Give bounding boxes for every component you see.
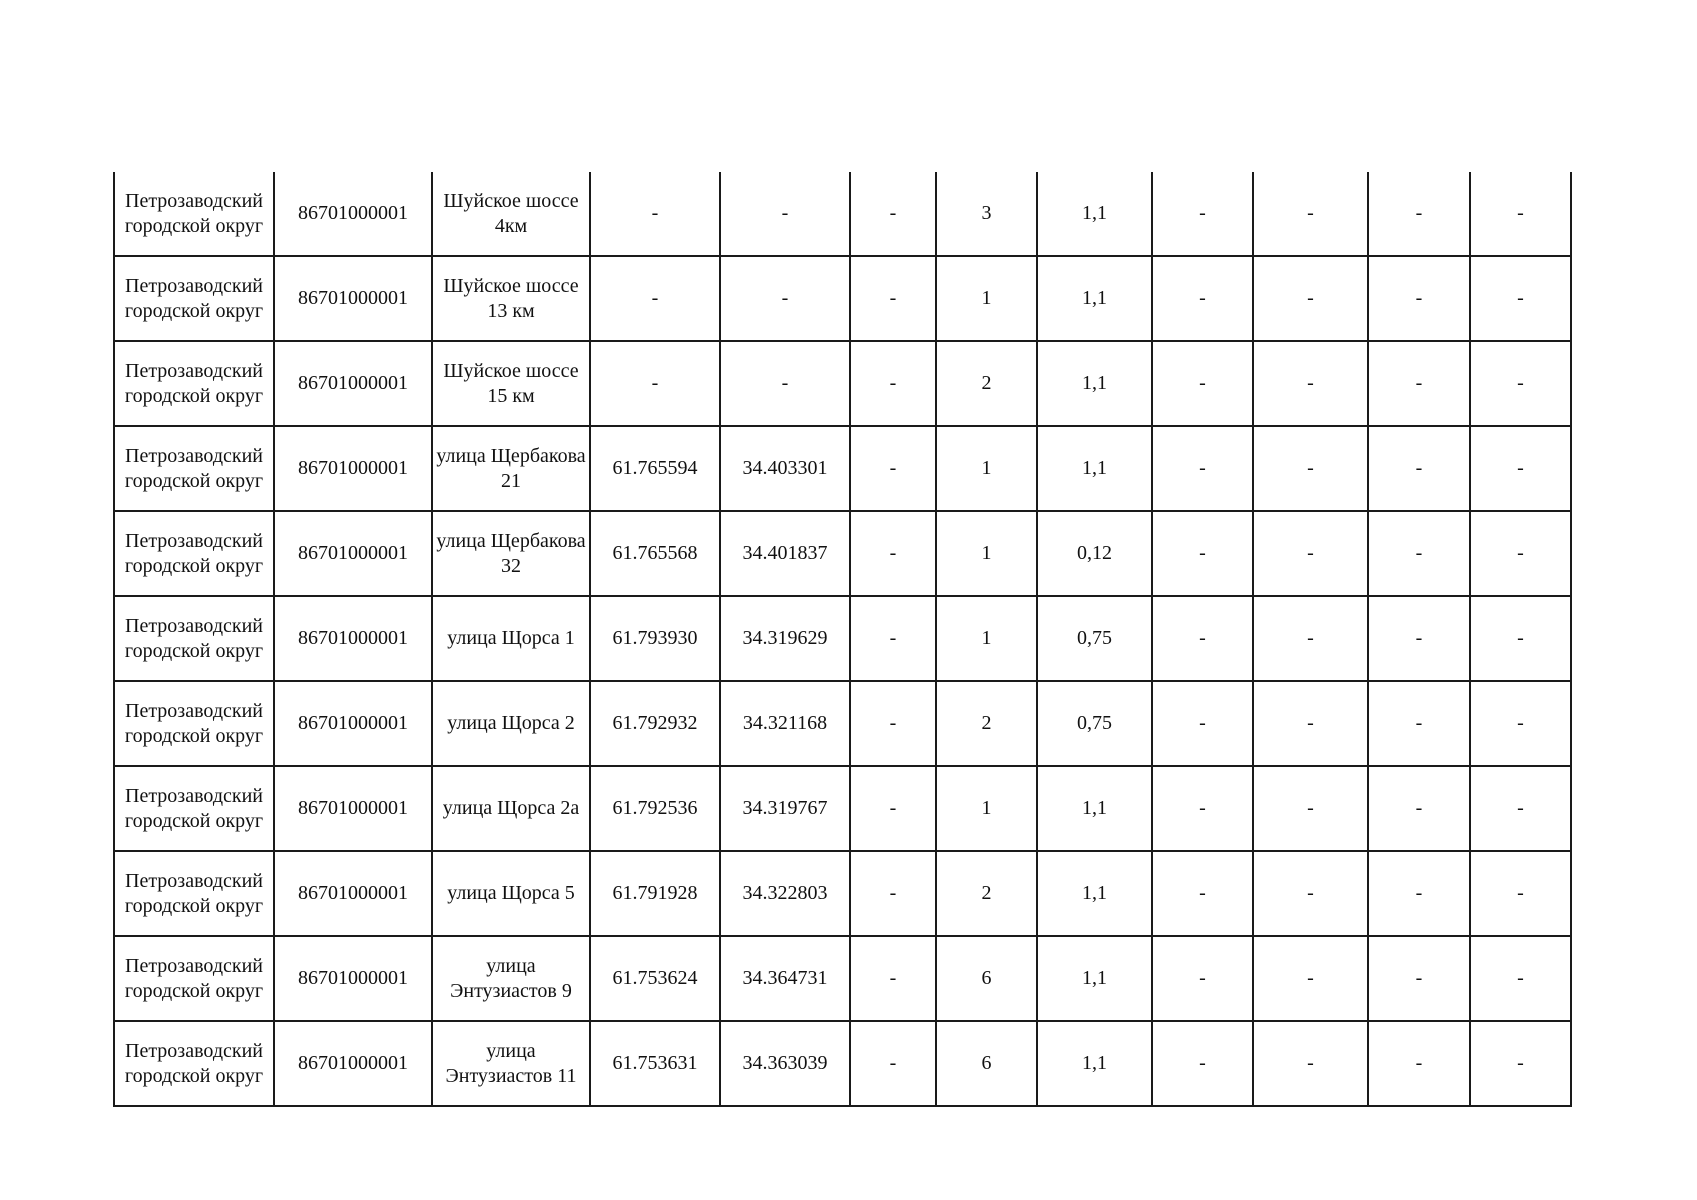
- municipality-cell: Петрозаводский городской округ: [114, 256, 274, 341]
- table-row: [114, 511, 1571, 596]
- address-cell: улица Энтузиастов 11: [432, 1021, 590, 1106]
- column-9-cell: -: [1152, 596, 1253, 681]
- longitude-cell: 34.363039: [720, 1021, 850, 1106]
- municipality-cell: Петрозаводский городской округ: [114, 172, 274, 256]
- oktmo-code-cell: 86701000001: [274, 766, 432, 851]
- column-9-cell: -: [1152, 1021, 1253, 1106]
- column-10-cell: -: [1253, 681, 1368, 766]
- column-9-cell: -: [1152, 426, 1253, 511]
- latitude-cell: 61.793930: [590, 596, 720, 681]
- container-volume-cell: 1,1: [1037, 766, 1152, 851]
- column-11-cell: -: [1368, 936, 1470, 1021]
- address-cell: улица Щорса 5: [432, 851, 590, 936]
- address-cell: улица Щорса 1: [432, 596, 590, 681]
- oktmo-code-cell: 86701000001: [274, 172, 432, 256]
- latitude-cell: -: [590, 341, 720, 426]
- longitude-cell: 34.319629: [720, 596, 850, 681]
- column-11-cell: -: [1368, 172, 1470, 256]
- container-count-cell: 1: [936, 426, 1037, 511]
- oktmo-code-cell: 86701000001: [274, 1021, 432, 1106]
- oktmo-code-cell: 86701000001: [274, 681, 432, 766]
- longitude-cell: 34.364731: [720, 936, 850, 1021]
- address-cell: улица Щорса 2а: [432, 766, 590, 851]
- latitude-cell: 61.765594: [590, 426, 720, 511]
- oktmo-code-cell: 86701000001: [274, 256, 432, 341]
- column-6-cell: -: [850, 766, 936, 851]
- address-cell: улица Щорса 2: [432, 681, 590, 766]
- table-row: [114, 681, 1571, 766]
- longitude-cell: 34.401837: [720, 511, 850, 596]
- column-9-cell: -: [1152, 766, 1253, 851]
- longitude-cell: 34.319767: [720, 766, 850, 851]
- oktmo-code-cell: 86701000001: [274, 851, 432, 936]
- column-12-cell: -: [1470, 766, 1571, 851]
- column-12-cell: -: [1470, 256, 1571, 341]
- latitude-cell: 61.753624: [590, 936, 720, 1021]
- latitude-cell: -: [590, 172, 720, 256]
- municipality-cell: Петрозаводский городской округ: [114, 341, 274, 426]
- column-12-cell: -: [1470, 511, 1571, 596]
- table-row: [114, 172, 1571, 256]
- table-row: [114, 936, 1571, 1021]
- oktmo-code-cell: 86701000001: [274, 596, 432, 681]
- column-9-cell: -: [1152, 851, 1253, 936]
- longitude-cell: 34.403301: [720, 426, 850, 511]
- column-12-cell: -: [1470, 851, 1571, 936]
- column-10-cell: -: [1253, 1021, 1368, 1106]
- latitude-cell: 61.792932: [590, 681, 720, 766]
- column-11-cell: -: [1368, 426, 1470, 511]
- table-row: [114, 596, 1571, 681]
- column-10-cell: -: [1253, 511, 1368, 596]
- container-volume-cell: 0,75: [1037, 681, 1152, 766]
- container-count-cell: 6: [936, 1021, 1037, 1106]
- address-cell: Шуйское шоссе 13 км: [432, 256, 590, 341]
- column-10-cell: -: [1253, 596, 1368, 681]
- container-count-cell: 1: [936, 596, 1037, 681]
- table-row: [114, 766, 1571, 851]
- column-10-cell: -: [1253, 851, 1368, 936]
- address-cell: улица Щербакова 32: [432, 511, 590, 596]
- column-10-cell: -: [1253, 341, 1368, 426]
- column-11-cell: -: [1368, 766, 1470, 851]
- column-12-cell: -: [1470, 596, 1571, 681]
- container-count-cell: 3: [936, 172, 1037, 256]
- column-6-cell: -: [850, 851, 936, 936]
- container-sites-table: [113, 172, 1572, 1107]
- column-10-cell: -: [1253, 256, 1368, 341]
- column-9-cell: -: [1152, 511, 1253, 596]
- column-11-cell: -: [1368, 596, 1470, 681]
- column-12-cell: -: [1470, 426, 1571, 511]
- municipality-cell: Петрозаводский городской округ: [114, 766, 274, 851]
- municipality-cell: Петрозаводский городской округ: [114, 1021, 274, 1106]
- container-count-cell: 1: [936, 766, 1037, 851]
- municipality-cell: Петрозаводский городской округ: [114, 681, 274, 766]
- column-10-cell: -: [1253, 172, 1368, 256]
- column-6-cell: -: [850, 681, 936, 766]
- latitude-cell: 61.791928: [590, 851, 720, 936]
- column-12-cell: -: [1470, 341, 1571, 426]
- address-cell: Шуйское шоссе 4км: [432, 172, 590, 256]
- column-6-cell: -: [850, 596, 936, 681]
- column-11-cell: -: [1368, 256, 1470, 341]
- table-row: [114, 1021, 1571, 1106]
- column-10-cell: -: [1253, 426, 1368, 511]
- container-count-cell: 2: [936, 341, 1037, 426]
- column-9-cell: -: [1152, 256, 1253, 341]
- column-12-cell: -: [1470, 681, 1571, 766]
- column-11-cell: -: [1368, 341, 1470, 426]
- container-count-cell: 6: [936, 936, 1037, 1021]
- column-9-cell: -: [1152, 936, 1253, 1021]
- longitude-cell: -: [720, 256, 850, 341]
- column-9-cell: -: [1152, 172, 1253, 256]
- column-6-cell: -: [850, 936, 936, 1021]
- column-12-cell: -: [1470, 936, 1571, 1021]
- column-11-cell: -: [1368, 1021, 1470, 1106]
- container-volume-cell: 1,1: [1037, 426, 1152, 511]
- municipality-cell: Петрозаводский городской округ: [114, 596, 274, 681]
- table-row: [114, 341, 1571, 426]
- column-11-cell: -: [1368, 681, 1470, 766]
- municipality-cell: Петрозаводский городской округ: [114, 936, 274, 1021]
- container-count-cell: 2: [936, 681, 1037, 766]
- oktmo-code-cell: 86701000001: [274, 341, 432, 426]
- container-volume-cell: 1,1: [1037, 936, 1152, 1021]
- column-6-cell: -: [850, 1021, 936, 1106]
- column-12-cell: -: [1470, 172, 1571, 256]
- municipality-cell: Петрозаводский городской округ: [114, 511, 274, 596]
- column-6-cell: -: [850, 256, 936, 341]
- municipality-cell: Петрозаводский городской округ: [114, 851, 274, 936]
- address-cell: улица Щербакова 21: [432, 426, 590, 511]
- longitude-cell: -: [720, 341, 850, 426]
- table-row: [114, 851, 1571, 936]
- container-volume-cell: 1,1: [1037, 172, 1152, 256]
- column-11-cell: -: [1368, 511, 1470, 596]
- column-9-cell: -: [1152, 681, 1253, 766]
- table-row: [114, 426, 1571, 511]
- container-count-cell: 1: [936, 256, 1037, 341]
- address-cell: улица Энтузиастов 9: [432, 936, 590, 1021]
- column-6-cell: -: [850, 172, 936, 256]
- container-volume-cell: 1,1: [1037, 851, 1152, 936]
- container-volume-cell: 0,12: [1037, 511, 1152, 596]
- column-6-cell: -: [850, 341, 936, 426]
- table-row: [114, 256, 1571, 341]
- longitude-cell: -: [720, 172, 850, 256]
- column-10-cell: -: [1253, 766, 1368, 851]
- container-count-cell: 1: [936, 511, 1037, 596]
- column-11-cell: -: [1368, 851, 1470, 936]
- oktmo-code-cell: 86701000001: [274, 936, 432, 1021]
- table-body: [114, 172, 1571, 1106]
- latitude-cell: 61.753631: [590, 1021, 720, 1106]
- longitude-cell: 34.321168: [720, 681, 850, 766]
- container-volume-cell: 1,1: [1037, 1021, 1152, 1106]
- address-cell: Шуйское шоссе 15 км: [432, 341, 590, 426]
- column-9-cell: -: [1152, 341, 1253, 426]
- municipality-cell: Петрозаводский городской округ: [114, 426, 274, 511]
- column-6-cell: -: [850, 511, 936, 596]
- column-12-cell: -: [1470, 1021, 1571, 1106]
- container-volume-cell: 1,1: [1037, 256, 1152, 341]
- column-6-cell: -: [850, 426, 936, 511]
- longitude-cell: 34.322803: [720, 851, 850, 936]
- container-volume-cell: 1,1: [1037, 341, 1152, 426]
- latitude-cell: 61.765568: [590, 511, 720, 596]
- latitude-cell: -: [590, 256, 720, 341]
- container-volume-cell: 0,75: [1037, 596, 1152, 681]
- container-count-cell: 2: [936, 851, 1037, 936]
- oktmo-code-cell: 86701000001: [274, 426, 432, 511]
- column-10-cell: -: [1253, 936, 1368, 1021]
- oktmo-code-cell: 86701000001: [274, 511, 432, 596]
- latitude-cell: 61.792536: [590, 766, 720, 851]
